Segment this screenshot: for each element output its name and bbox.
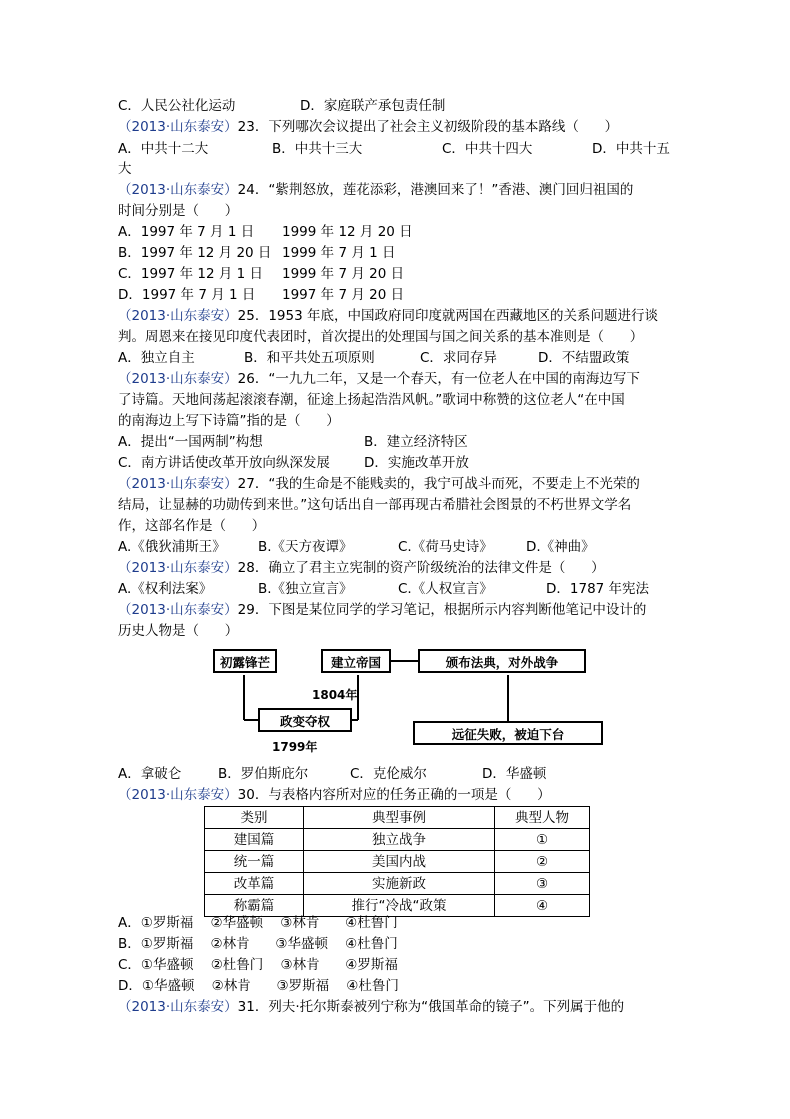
question-text: 24．“紫荆怒放，莲花添彩，港澳回来了！”香港、澳门回归祖国的: [237, 182, 634, 198]
option-d: D．家庭联产承包责任制: [300, 98, 446, 114]
source-tag: （2013·山东泰安）: [118, 787, 238, 803]
table-header-row: [205, 807, 590, 829]
option-d: D．不结盟政策: [538, 350, 630, 366]
option-c: C．克伦威尔: [350, 766, 427, 782]
option-c: C．中共十四大: [442, 141, 533, 157]
question-text: 25．1953 年底，中国政府同印度就两国在西藏地区的关系问题进行谈: [237, 308, 658, 324]
option-c: C．南方讲话使改革开放向纵深发展: [118, 455, 330, 471]
option-c: C．①华盛顿 ②杜鲁门 ③林肯 ④罗斯福: [118, 957, 398, 973]
option-b: B．建立经济特区: [364, 434, 468, 450]
option-a: A．中共十二大: [118, 141, 209, 157]
table-cell: 推行“冷战“政策: [304, 895, 495, 917]
source-tag: （2013·山东泰安）: [118, 999, 238, 1015]
table-row: [205, 873, 590, 895]
table-cell: 美国内战: [304, 851, 495, 873]
table-header: 典型事例: [304, 807, 495, 829]
source-tag: （2013·山东泰安）: [118, 308, 238, 324]
table-cell: ①: [495, 829, 590, 851]
option-a: A．提出“一国两制”构想: [118, 434, 263, 450]
diagram-box-code-war: 颁布法典，对外战争: [418, 649, 586, 673]
question-text: 23．下列哪次会议提出了社会主义初级阶段的基本路线（ ）: [237, 119, 619, 135]
question-text: 30．与表格内容所对应的任务正确的一项是（ ）: [237, 787, 551, 803]
question-text: 31．列夫·托尔斯泰被列宁称为“俄国革命的镜子”。下列属于他的: [237, 999, 625, 1015]
option-c: C．人民公社化运动: [118, 98, 236, 114]
option-a-second: 1999 年 12 月 20 日: [282, 224, 413, 240]
question-text: 29．下图是某位同学的学习笔记，根据所示内容判断他笔记中设计的: [237, 602, 647, 618]
option-b: B.《独立宣言》: [258, 581, 353, 597]
option-a: A.《权利法案》: [118, 581, 213, 597]
question-text: 28．确立了君主立宪制的资产阶级统治的法律文件是（ ）: [237, 560, 605, 576]
option-d: D．华盛顿: [482, 766, 547, 782]
source-tag: （2013·山东泰安）: [118, 371, 238, 387]
question-continuation: 时间分别是（ ）: [118, 203, 239, 219]
table-cell: 统一篇: [205, 851, 304, 873]
option-d: D．①华盛顿 ②林肯 ③罗斯福 ④杜鲁门: [118, 978, 399, 994]
option-b: B.《天方夜谭》: [258, 539, 353, 555]
table-cell: ③: [495, 873, 590, 895]
option-d: D．实施改革开放: [364, 455, 469, 471]
question-continuation: 的南海边上写下诗篇”指的是（ ）: [118, 413, 340, 429]
table-cell: 实施新政: [304, 873, 495, 895]
table-cell: 改革篇: [205, 873, 304, 895]
source-tag: （2013·山东泰安）: [118, 476, 238, 492]
question-text: 26．“一九九二年，又是一个春天，有一位老人在中国的南海边写下: [237, 371, 640, 387]
diagram-box-coup: 政变夺权: [258, 708, 352, 732]
option-b: B．1997 年 12 月 20 日: [118, 245, 272, 261]
option-b: B．和平共处五项原则: [244, 350, 375, 366]
diagram-box-debut: 初露锋芒: [213, 649, 277, 673]
option-a: A．①罗斯福 ②华盛顿 ③林肯 ④杜鲁门: [118, 915, 398, 931]
table-row: [205, 851, 590, 873]
source-tag: （2013·山东泰安）: [118, 182, 238, 198]
option-c: C.《人权宣言》: [398, 581, 493, 597]
option-a: A．1997 年 7 月 1 日: [118, 224, 255, 240]
question-30: [118, 785, 551, 805]
question-continuation: 作，这部名作是（ ）: [118, 518, 266, 534]
table-cell: ④: [495, 895, 590, 917]
option-d: D．1997 年 7 月 1 日: [118, 287, 256, 303]
question-continuation: 大: [118, 161, 132, 177]
table-cell: ②: [495, 851, 590, 873]
table-cell: 建国篇: [205, 829, 304, 851]
table-header: 类别: [205, 807, 304, 829]
question-continuation: 判。周恩来在接见印度代表团时，首次提出的处理国与国之间关系的基本准则是（ ）: [118, 329, 644, 345]
option-c: C．1997 年 12 月 1 日: [118, 266, 264, 282]
option-b: B．中共十三大: [272, 141, 363, 157]
source-tag: （2013·山东泰安）: [118, 602, 238, 618]
year-label-1804: 1804年: [312, 688, 358, 702]
option-c: C.《荷马史诗》: [398, 539, 493, 555]
option-d-second: 1997 年 7 月 20 日: [282, 287, 405, 303]
question-text: 27．“我的生命是不能贱卖的，我宁可战斗而死，不要走上不光荣的: [237, 476, 640, 492]
option-a: A．独立自主: [118, 350, 195, 366]
table-row: [205, 829, 590, 851]
option-a: A．拿破仑: [118, 766, 182, 782]
option-d: D.《神曲》: [526, 539, 595, 555]
table-cell: 称霸篇: [205, 895, 304, 917]
option-b-second: 1999 年 7 月 1 日: [282, 245, 396, 261]
option-d: D．1787 年宪法: [546, 581, 650, 597]
option-c-second: 1999 年 7 月 20 日: [282, 266, 405, 282]
option-b: B．罗伯斯庇尔: [218, 766, 309, 782]
option-a: A.《俄狄浦斯王》: [118, 539, 226, 555]
option-d: D．中共十五: [592, 141, 670, 157]
year-label-1799: 1799年: [272, 740, 318, 754]
question-30-table: [204, 806, 590, 917]
question-continuation: 结局，让显赫的功勋传到来世。”这句话出自一部再现古希腊社会图景的不朽世界文学名: [118, 497, 632, 513]
option-b: B．①罗斯福 ②林肯 ③华盛顿 ④杜鲁门: [118, 936, 398, 952]
question-continuation: 历史人物是（ ）: [118, 623, 239, 639]
question-continuation: 了诗篇。天地间荡起滚滚春潮，征途上扬起浩浩风帆。”歌词中称赞的这位老人“在中国: [118, 392, 625, 408]
source-tag: （2013·山东泰安）: [118, 560, 238, 576]
diagram-box-empire: 建立帝国: [321, 649, 391, 673]
diagram-box-exile: 远征失败，被迫下台: [413, 721, 603, 745]
source-tag: （2013·山东泰安）: [118, 119, 238, 135]
table-cell: 独立战争: [304, 829, 495, 851]
table-header: 典型人物: [495, 807, 590, 829]
question-31: [118, 997, 624, 1017]
option-c: C．求同存异: [420, 350, 497, 366]
